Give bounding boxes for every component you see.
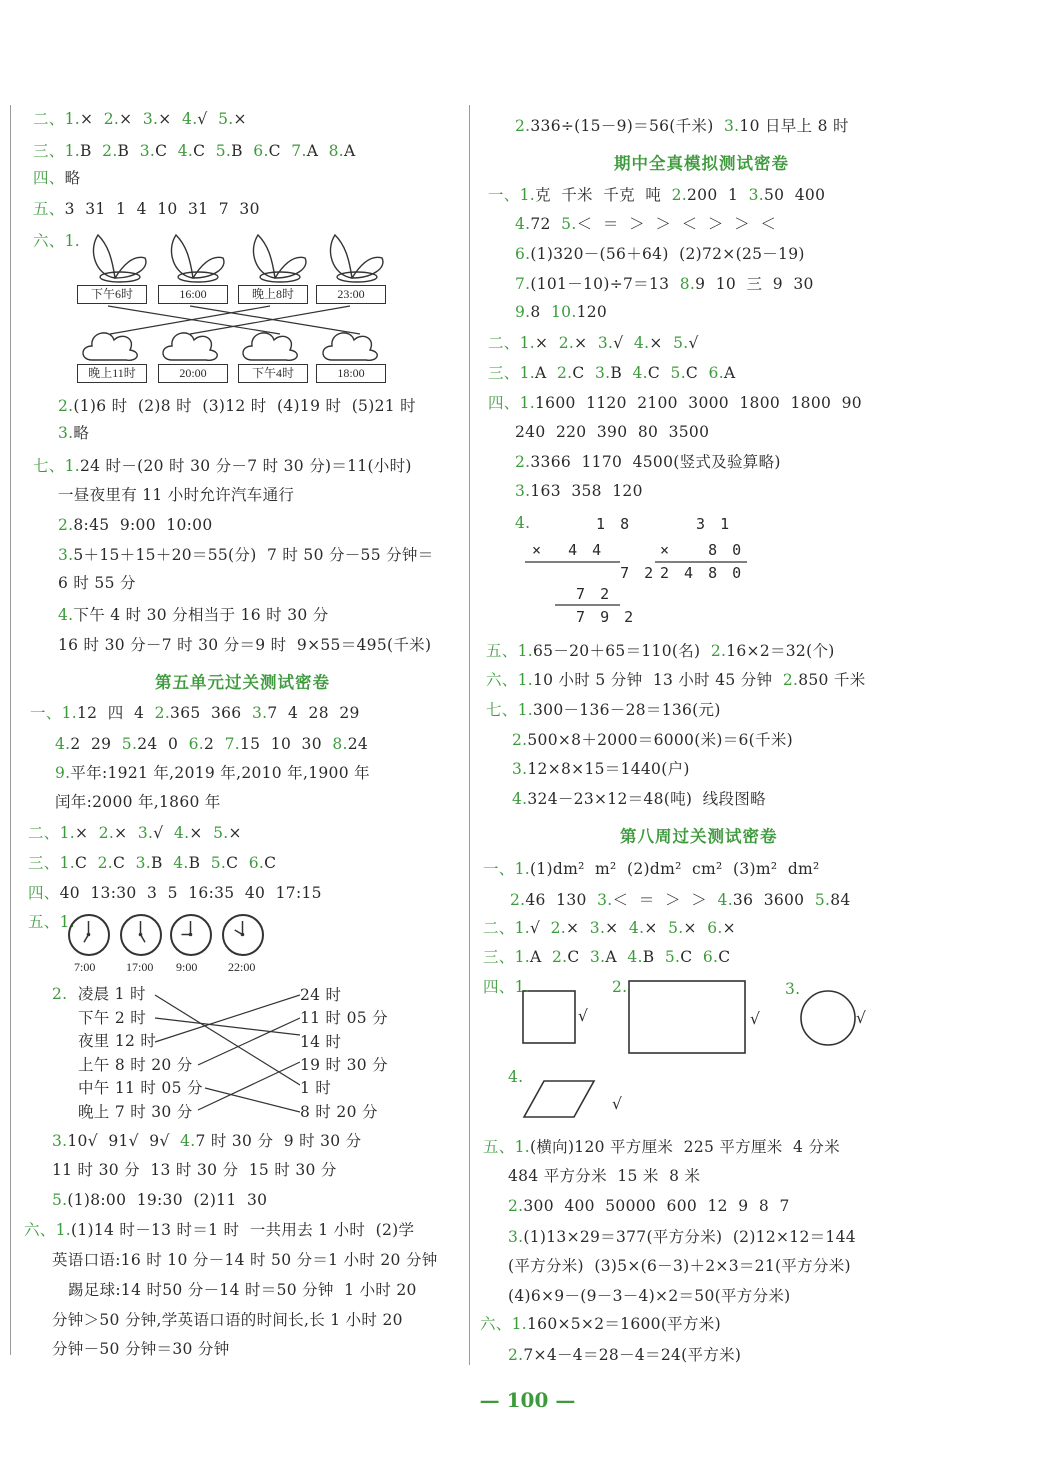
answer-line bbox=[515, 273, 814, 295]
answer-text: 1.克 千米 千克 吨 2.200 1 3.50 400 bbox=[519, 186, 826, 204]
answer-text: 1.A 2.C 3.A 4.B 5.C 6.C bbox=[514, 948, 731, 966]
answer-text: 4.72 5.＜ ＝ ＞ ＞ ＜ ＞ ＞ ＜ bbox=[515, 215, 777, 233]
answer-text: 1.12 四 4 2.365 366 3.7 4 28 29 bbox=[61, 704, 360, 722]
match-left-item: 2. 凌晨 1 时 bbox=[52, 985, 146, 1003]
answer-text: 1. bbox=[514, 978, 530, 996]
cloud-icon bbox=[243, 333, 297, 360]
section-marker: 三、 bbox=[33, 142, 65, 160]
answer-line bbox=[512, 788, 766, 810]
match-right-item: 11 时 05 分 bbox=[300, 1009, 388, 1028]
check-mark: √ bbox=[856, 1009, 867, 1027]
answer-text: 2.3366 1170 4500(竖式及验算略) bbox=[515, 453, 781, 471]
section-marker: 四、 bbox=[28, 884, 60, 902]
answer-text: 1.(1)dm² m² (2)dm² cm² (3)m² dm² bbox=[514, 860, 820, 878]
page-number: — 100 — bbox=[479, 1388, 576, 1412]
answer-text: 2.7×4－4＝28－4＝24(平方米) bbox=[508, 1346, 742, 1364]
section-marker: 四、 bbox=[488, 394, 520, 412]
answer-text: 1. bbox=[64, 232, 80, 250]
match-left-item: 上午 8 时 20 分 bbox=[78, 1055, 193, 1074]
answer-text: 1.(横向)120 平方厘米 225 平方厘米 4 分米 bbox=[514, 1138, 841, 1156]
circle-shape bbox=[801, 991, 855, 1045]
butterfly-time-box: 23:00 bbox=[316, 285, 386, 304]
answer-line bbox=[515, 480, 643, 502]
answer-line bbox=[508, 1285, 791, 1307]
answer-text: 1.√ 2.× 3.× 4.× 5.× 6.× bbox=[514, 919, 736, 937]
butterfly-icon bbox=[93, 235, 145, 282]
butterfly-time-box: 16:00 bbox=[158, 285, 228, 304]
answer-line bbox=[512, 729, 793, 751]
answer-text: 3.5＋15＋15＋20＝55(分) 7 时 50 分－55 分钟＝ bbox=[58, 546, 434, 564]
matching-lines bbox=[108, 306, 360, 334]
answer-text: 略 bbox=[64, 169, 81, 187]
section-marker: 二、 bbox=[488, 334, 520, 352]
answer-text: 1.× 2.× 3.× 4.√ 5.× bbox=[64, 110, 247, 128]
calc-a-row: 7 2 bbox=[552, 585, 613, 603]
clock-icon bbox=[170, 914, 212, 956]
answer-line bbox=[488, 362, 735, 384]
section-marker: 五、 bbox=[33, 200, 65, 218]
shape-number: 2. bbox=[612, 978, 628, 996]
answer-text: 1. bbox=[59, 913, 75, 931]
cloud-time-box: 晚上11时 bbox=[77, 364, 147, 383]
shape-number: 3. bbox=[785, 980, 801, 998]
section-marker: 一、 bbox=[30, 704, 62, 722]
answer-text: 2.336÷(15－9)＝56(千米) 3.10 日早上 8 时 bbox=[515, 117, 849, 135]
answer-line bbox=[58, 634, 431, 656]
answer-text: 6.(1)320－(56＋64) (2)72×(25－19) bbox=[515, 245, 805, 263]
answer-text: 9.8 10.120 bbox=[515, 303, 608, 321]
square-shape bbox=[523, 991, 575, 1043]
answer-text: 3.12×8×15＝1440(户) bbox=[512, 760, 690, 778]
answer-text: 闰年:2000 年,1860 年 bbox=[55, 793, 221, 811]
answer-text: (4)6×9－(9－3－4)×2＝50(平方分米) bbox=[508, 1287, 791, 1305]
section-title: 期中全真模拟测试密卷 bbox=[614, 154, 789, 173]
answer-text: 1.1600 1120 2100 3000 1800 1800 90 bbox=[519, 394, 862, 412]
answer-text: 4.2 29 5.24 0 6.2 7.15 10 30 8.24 bbox=[55, 735, 369, 753]
answer-line bbox=[483, 976, 530, 998]
answer-text: 1.× 2.× 3.√ 4.× 5.√ bbox=[519, 334, 699, 352]
answer-line bbox=[483, 858, 820, 880]
answer-text: 1.B 2.B 3.C 4.C 5.B 6.C 7.A 8.A bbox=[64, 142, 356, 160]
answer-text: 2.300 400 50000 600 12 9 8 7 bbox=[508, 1197, 790, 1215]
answer-line bbox=[33, 455, 412, 477]
answer-line bbox=[512, 758, 690, 780]
answer-line bbox=[483, 946, 730, 968]
match-right-item: 19 时 30 分 bbox=[300, 1055, 388, 1074]
answer-line bbox=[483, 917, 736, 939]
answer-text: 240 220 390 80 3500 bbox=[515, 423, 710, 441]
answer-line bbox=[58, 604, 329, 626]
answer-text: 1.24 时－(20 时 30 分－7 时 30 分)＝11(小时) bbox=[64, 457, 412, 475]
check-mark: √ bbox=[750, 1010, 761, 1028]
match-left-item: 下午 2 时 bbox=[78, 1008, 147, 1027]
cloud-icon bbox=[323, 333, 377, 360]
calc-a-row: × 4 4 bbox=[532, 541, 605, 559]
cloud-icon bbox=[83, 333, 137, 360]
answer-line bbox=[58, 514, 212, 536]
section-marker: 二、 bbox=[28, 824, 60, 842]
answer-text: 1.× 2.× 3.√ 4.× 5.× bbox=[59, 824, 242, 842]
answer-line bbox=[55, 791, 221, 813]
match-right-item: 1 时 bbox=[300, 1079, 332, 1098]
answer-line bbox=[486, 669, 866, 691]
answer-line bbox=[68, 1279, 417, 1301]
clock-label: 7:00 bbox=[74, 960, 96, 974]
answer-line bbox=[58, 544, 434, 566]
answer-line bbox=[52, 1309, 403, 1331]
cloud-time-box: 下午4时 bbox=[238, 364, 308, 383]
section-marker: 五、 bbox=[483, 1138, 515, 1156]
answer-line bbox=[58, 395, 416, 417]
answer-line bbox=[52, 1159, 337, 1181]
section-marker: 五、 bbox=[28, 913, 60, 931]
answer-text: 3 31 1 4 10 31 7 30 bbox=[64, 200, 260, 218]
answer-text: 9.平年:1921 年,2019 年,2010 年,1900 年 bbox=[55, 764, 370, 782]
calc-b-row: 2 4 8 0 bbox=[660, 564, 745, 582]
answer-line bbox=[24, 1219, 414, 1241]
answer-line bbox=[515, 451, 781, 473]
section-marker: 一、 bbox=[483, 860, 515, 878]
answer-line bbox=[508, 1255, 851, 1277]
cloud-icons bbox=[83, 333, 377, 360]
answer-text: 3.(1)13×29＝377(平方分米) (2)12×12＝144 bbox=[508, 1228, 856, 1246]
section-marker: 二、 bbox=[33, 110, 65, 128]
answer-line bbox=[515, 301, 607, 323]
answer-text: 1.160×5×2＝1600(平方米) bbox=[511, 1315, 721, 1333]
answer-text: 5.(1)8:00 19:30 (2)11 30 bbox=[52, 1191, 268, 1209]
match-left-item: 中午 11 时 05 分 bbox=[78, 1079, 203, 1097]
answer-line bbox=[30, 702, 360, 724]
answer-line bbox=[515, 115, 849, 137]
answer-line bbox=[510, 889, 851, 911]
answer-text: 2.46 130 3.＜ ＝ ＞ ＞ 4.36 3600 5.84 bbox=[510, 891, 851, 909]
clock-label: 22:00 bbox=[228, 960, 256, 974]
calc-a-row: 7 2 bbox=[572, 564, 657, 582]
answer-text: 11 时 30 分 13 时 30 分 15 时 30 分 bbox=[52, 1161, 337, 1179]
cloud-time-box: 20:00 bbox=[158, 364, 228, 383]
shapes-figure bbox=[515, 975, 885, 1125]
answer-text: 4. bbox=[515, 514, 531, 532]
section-marker: 三、 bbox=[488, 364, 520, 382]
butterfly-time-box: 晚上8时 bbox=[238, 285, 308, 304]
answer-line bbox=[52, 1249, 438, 1271]
answer-line bbox=[508, 1226, 856, 1248]
answer-line bbox=[508, 1165, 700, 1187]
answer-line bbox=[58, 572, 136, 594]
butterfly-time-box: 下午6时 bbox=[77, 285, 147, 304]
answer-line bbox=[28, 852, 276, 874]
answer-line bbox=[58, 422, 89, 444]
section-title: 第八周过关测试密卷 bbox=[620, 827, 778, 846]
answer-text: 4.下午 4 时 30 分相当于 16 时 30 分 bbox=[58, 606, 329, 624]
answer-line bbox=[486, 640, 835, 662]
answer-text: 英语口语:16 时 10 分－14 时 50 分＝1 小时 20 分钟 bbox=[52, 1251, 438, 1269]
check-mark: √ bbox=[578, 1007, 589, 1025]
match-left-item: 夜里 12 时 bbox=[78, 1032, 157, 1050]
answer-line bbox=[28, 882, 322, 904]
section-marker: 四、 bbox=[483, 978, 515, 996]
parallelogram-shape bbox=[524, 1081, 594, 1117]
answer-text: 16 时 30 分－7 时 30 分＝9 时 9×55＝495(千米) bbox=[58, 636, 432, 654]
match-right-item: 8 时 20 分 bbox=[300, 1102, 378, 1121]
answer-line bbox=[55, 733, 368, 755]
answer-text: 分钟－50 分钟＝30 分钟 bbox=[52, 1340, 230, 1358]
answer-line bbox=[508, 1195, 790, 1217]
section-marker: 六、 bbox=[24, 1221, 56, 1239]
answer-line bbox=[515, 421, 709, 443]
section-marker: 三、 bbox=[28, 854, 60, 872]
answer-line bbox=[52, 1130, 361, 1152]
answer-text: 484 平方分米 15 米 8 米 bbox=[508, 1167, 701, 1185]
calc-a-row: 7 9 2 bbox=[552, 608, 637, 626]
butterfly-icon bbox=[171, 235, 223, 282]
answer-line bbox=[52, 1189, 267, 1211]
answer-text: 3.10√ 91√ 9√ 4.7 时 30 分 9 时 30 分 bbox=[52, 1132, 362, 1150]
answer-line bbox=[33, 167, 80, 189]
calc-b-row: × 8 0 bbox=[660, 541, 745, 559]
calc-b-row: 3 1 bbox=[672, 515, 733, 533]
section-marker: 三、 bbox=[483, 948, 515, 966]
section-marker: 七、 bbox=[486, 701, 518, 719]
answer-text: (平方分米) (3)5×(6－3)＋2×3＝21(平方分米) bbox=[508, 1257, 851, 1275]
clock-label: 17:00 bbox=[126, 960, 154, 974]
check-mark: √ bbox=[612, 1095, 623, 1113]
section-marker: 五、 bbox=[486, 642, 518, 660]
answer-text: 2.500×8＋2000＝6000(米)＝6(千米) bbox=[512, 731, 793, 749]
rectangle-shape bbox=[629, 981, 745, 1053]
answer-text: 分钟＞50 分钟,学英语口语的时间长,长 1 小时 20 bbox=[52, 1311, 403, 1329]
answer-text: 1.(1)14 时－13 时＝1 时 一共用去 1 小时 (2)学 bbox=[55, 1221, 415, 1239]
answer-line bbox=[52, 1338, 230, 1360]
match-left-item: 晚上 7 时 30 分 bbox=[78, 1102, 193, 1121]
clock-icon bbox=[120, 914, 162, 956]
answer-line bbox=[33, 230, 80, 252]
butterfly-icon bbox=[330, 235, 382, 282]
answer-line bbox=[488, 332, 699, 354]
section-marker: 六、 bbox=[480, 1315, 512, 1333]
answer-line bbox=[508, 1344, 741, 1366]
answer-line bbox=[480, 1313, 721, 1335]
answer-line bbox=[488, 184, 825, 206]
section-marker: 七、 bbox=[33, 457, 65, 475]
calc-a-row: 1 8 bbox=[572, 515, 633, 533]
clock-label: 9:00 bbox=[176, 960, 198, 974]
answer-text: 1.C 2.C 3.B 4.B 5.C 6.C bbox=[59, 854, 277, 872]
answer-text: 3.163 358 120 bbox=[515, 482, 643, 500]
answer-line bbox=[55, 762, 370, 784]
cloud-time-box: 18:00 bbox=[316, 364, 386, 383]
answer-text: 1.65－20＋65＝110(名) 2.16×2＝32(个) bbox=[517, 642, 835, 660]
match-right-item: 14 时 bbox=[300, 1032, 342, 1051]
answer-line bbox=[33, 198, 260, 220]
answer-text: 2.8:45 9:00 10:00 bbox=[58, 516, 213, 534]
section-marker: 六、 bbox=[33, 232, 65, 250]
answer-text: 6 时 55 分 bbox=[58, 574, 136, 592]
answer-line bbox=[486, 699, 721, 721]
answer-line bbox=[515, 213, 776, 235]
section-marker: 一、 bbox=[488, 186, 520, 204]
answer-text: 40 13:30 3 5 16:35 40 17:15 bbox=[59, 884, 322, 902]
answer-line bbox=[28, 822, 242, 844]
answer-line bbox=[515, 512, 530, 534]
section-marker: 二、 bbox=[483, 919, 515, 937]
answer-line bbox=[58, 484, 294, 506]
column-divider bbox=[469, 105, 470, 1365]
left-border bbox=[10, 105, 11, 1355]
answer-line bbox=[488, 392, 862, 414]
clock-icon bbox=[222, 914, 264, 956]
answer-text: 4. bbox=[508, 1068, 524, 1086]
answer-line bbox=[33, 108, 247, 130]
answer-text: 一昼夜里有 11 小时允许汽车通行 bbox=[58, 486, 295, 504]
answer-text: 2.(1)6 时 (2)8 时 (3)12 时 (4)19 时 (5)21 时 bbox=[58, 397, 416, 415]
match-right-item: 24 时 bbox=[300, 986, 342, 1004]
answer-text: 4.324－23×12＝48(吨) 线段图略 bbox=[512, 790, 766, 808]
butterfly-icons bbox=[93, 235, 382, 282]
section-title: 第五单元过关测试密卷 bbox=[155, 673, 330, 692]
answer-line bbox=[483, 1136, 840, 1158]
answer-text: 1.10 小时 5 分钟 13 小时 45 分钟 2.850 千米 bbox=[517, 671, 866, 689]
section-marker: 四、 bbox=[33, 169, 65, 187]
answer-text: 3.略 bbox=[58, 424, 90, 442]
answer-text: 1.A 2.C 3.B 4.C 5.C 6.A bbox=[519, 364, 736, 382]
answer-line bbox=[508, 1066, 523, 1088]
answer-line bbox=[515, 243, 805, 265]
clock-icon bbox=[68, 914, 110, 956]
answer-text: 1.300－136－28＝136(元) bbox=[517, 701, 721, 719]
answer-line bbox=[33, 140, 356, 162]
section-marker: 六、 bbox=[486, 671, 518, 689]
answer-text: 踢足球:14 时50 分－14 时＝50 分钟 1 小时 20 bbox=[68, 1281, 417, 1299]
butterfly-icon bbox=[253, 235, 305, 282]
answer-text: 7.(101－10)÷7＝13 8.9 10 三 9 30 bbox=[515, 275, 814, 293]
cloud-icon bbox=[163, 333, 217, 360]
